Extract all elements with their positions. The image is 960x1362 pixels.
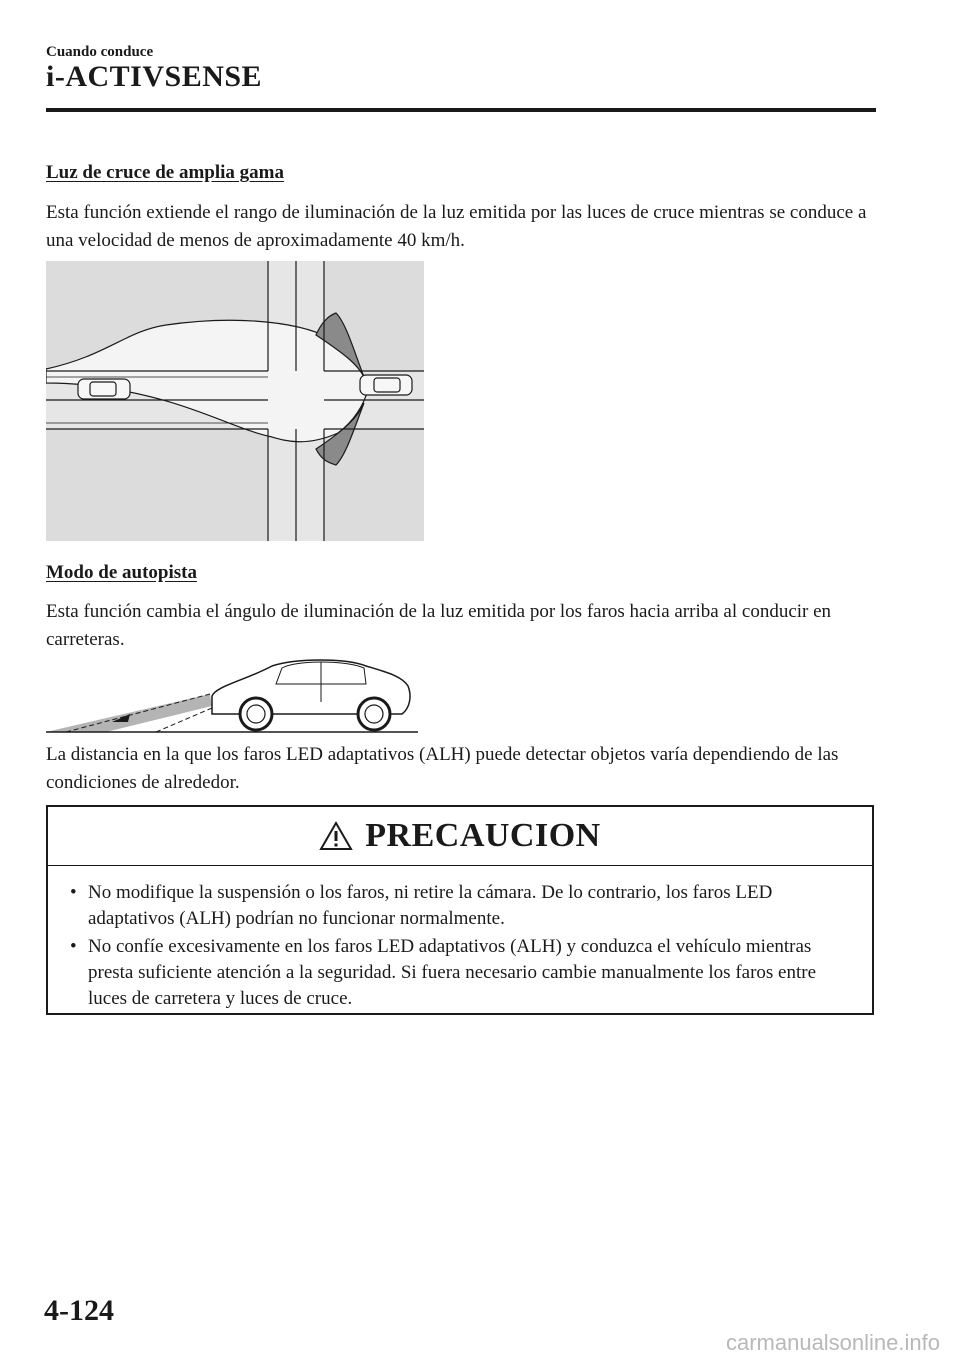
caution-box [46,805,874,1015]
paragraph-highway-mode: Esta función cambia el ángulo de iluminación de la luz emitida por los faros hacia arriba al conducir en carreteras. [46,601,832,650]
section-label: Cuando conduce [46,44,154,60]
chapter-title: i-ACTIVSENSE [46,60,263,93]
watermark: carmanualsonline.info [725,1330,940,1355]
bullet: • [70,882,77,903]
caution-header [48,807,872,866]
caution-item [70,934,852,1012]
bullet: • [70,936,77,957]
caution-item-text: No modifique la suspensión o los faros, ni retire la cámara. De lo contrario, los faros LED adaptativos (ALH) podrían no funcionar normalmente. [88,882,773,929]
caution-item-text: No confíe excesivamente en los faros LED adaptativos (ALH) y conduzca el vehículo mientras presta suficiente atención a la seguridad. Si fuera necesario cambie manualmente los faros entre luces de carretera y luces de cruce. [88,936,817,1009]
header-rule [46,108,876,112]
warning-triangle-icon [319,821,353,851]
caution-list [48,866,872,1012]
car-right [360,375,412,395]
page-number: 4-124 [44,1294,114,1327]
heading-highway-mode: Modo de autopista [46,562,197,583]
paragraph-wide-beam: Esta función extiende el rango de iluminación de la luz emitida por las luces de cruce mientras se conduce a una velocidad de menos de aproximadamente 40 km/h. [46,202,867,251]
caution-item [70,880,852,932]
paragraph-detection-note: La distancia en la que los faros LED adaptativos (ALH) puede detectar objetos varía dependiendo de las condiciones de alrededor. [46,744,839,793]
car-left [78,379,130,399]
heading-wide-beam: Luz de cruce de amplia gama [46,162,285,183]
intersection-illustration [46,261,424,541]
caution-title: PRECAUCION [365,817,601,854]
highway-mode-illustration [46,656,418,736]
